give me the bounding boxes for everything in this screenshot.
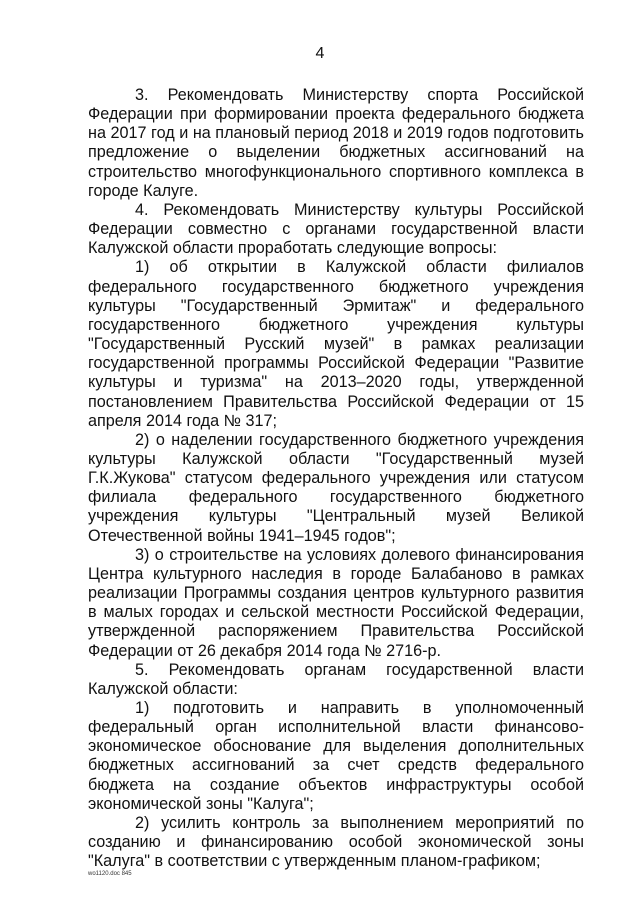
document-body xyxy=(88,86,584,871)
paragraph-item-4-1: 1) об открытии в Калужской области филиалов федерального государственного бюджетного учреждения культуры "Государственный Эрмитаж" и федерального государственного бюджетного учреждения культуры "Государственный Русский музей" в рамках реализации государственной программы Российской Федерации "Развитие культуры и туризма" на 2013–2020 годы, утвержденной постановлением Правительства Российской Федерации от 15 апреля 2014 года № 317; xyxy=(88,258,584,430)
paragraph-item-4-3: 3) о строительстве на условиях долевого финансирования Центра культурного наследия в городе Балабаново в рамках реализации Программы создания центров культурного развития в малых городах и сельской местности Российской Федерации, утвержденной распоряжением Правительства Российской Федерации от 26 декабря 2014 года № 2716-р. xyxy=(88,545,584,660)
paragraph-item-5-1: 1) подготовить и направить в уполномоченный федеральный орган исполнительной власти финансово-экономическое обоснование для выделения дополнительных бюджетных ассигнований за счет средств федерального бюджета на создание объектов инфраструктуры особой экономической зоны "Калуга"; xyxy=(88,699,584,813)
footer-file-code: wo1120.doc 845 xyxy=(88,871,132,877)
page-number: 4 xyxy=(315,45,325,62)
paragraph-recommendation-5: 5. Рекомендовать органам государственной власти Калужской области: xyxy=(88,660,584,698)
paragraph-recommendation-4: 4. Рекомендовать Министерству культуры Российской Федерации совместно с органами государственной власти Калужской области проработать следующие вопросы: xyxy=(88,200,584,258)
paragraph-item-5-2: 2) усилить контроль за выполнением мероприятий по созданию и финансированию особой экономической зоны "Калуга" в соответствии с утвержденным планом-графиком; xyxy=(88,813,584,871)
paragraph-item-4-2: 2) о наделении государственного бюджетного учреждения культуры Калужской области "Государственный музей Г.К.Жукова" статусом федерального учреждения или статусом филиала федерального государственного бюджетного учреждения культуры "Центральный музей Великой Отечественной войны 1941–1945 годов"; xyxy=(88,430,584,545)
paragraph-recommendation-3: 3. Рекомендовать Министерству спорта Российской Федерации при формировании проекта федерального бюджета на 2017 год и на плановый период 2018 и 2019 годов подготовить предложение о выделении бюджетных ассигнований на строительство многофункционального спортивного комплекса в городе Калуге. xyxy=(88,86,584,200)
